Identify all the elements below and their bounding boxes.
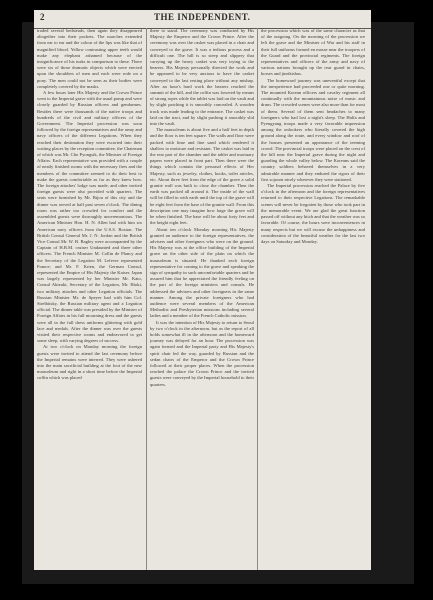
paragraph: The Imperial procession reached the Palace by five o'clock in the afternoon and the foreign representatives returned to their respective Legations. The remarkable scenes will never be forgotten by those who took part in the memorable event. We are glad the great function passed off without any hitch and that the weather was so favorable. Of course, the hours were inconveniences in many respects but we will excuse the unhappiness and consideration of the beautiful weather for the last two days on Saturday and Monday. (261, 183, 365, 244)
paragraph: the procession which was of the same character as that of the outgoing. On the morning of the procession we left the grave and the Minister of War and his staff in their full uniforms formed en masse near the troopers of the Guard and the provincial regiments. The foreign representatives and officers of the army and navy of various nations brought up the rear guard in chairs, horses and jinrikishas. (261, 28, 365, 77)
newspaper-page (34, 10, 371, 570)
page-number: 2 (40, 12, 45, 22)
paragraph: traded several bedsteads, then again they disappeared altogether into their pockets. The marches extended from ear to ear and the colour of the lips was like that of magnified blood. Yellow contrasting upper teeth would make any elephant ashamed because of the insignificance of his tusks in comparison to these. There were six of those dramatic objects which were erected upon the shoulders of men and each were rode on a pony. The men could not be seen as their bodies were completely covered by the masks. (37, 28, 142, 89)
column-divider (257, 28, 258, 570)
masthead-title: THE INDEPENDENT. (154, 12, 251, 22)
paragraph: About ten o'clock Monday morning His Majesty granted an audience to the foreign representatives, the advisers and other foreigners who were on the ground. His Majesty was at the office building of the Imperial grave on the other side of the plain on which the mausoleum is situated. He thanked each foreign representative for coming to the grave and speaking the sign of sympathy in such uncomfortable quarters and he assured him that he appreciated the friendly feeling on the part of the foreign ministers and consuls. He addressed the advisers and other foreigners in the same manner. Among the private foreigners who had audience were several members of the American Methodist and Presbyterian missions including several ladies and a member of the French Catholic mission. (150, 226, 254, 319)
column-1 (37, 28, 142, 570)
column-2 (150, 28, 254, 570)
column-3 (261, 28, 365, 570)
paragraph: The mausoleum is about five and a half feet in depth and the floor is ten feet square. The walls and floor were packed with lime and fine sand which rendered it shallow to moisture and resistant. The casket was laid in the rear part of the chamber and the tablet and mortuary papers were placed in front part. Then there were the things which contain the personal effects of Her Majesty, such as jewelry, clothes, books, toilet articles, etc. About three feet from the edge of the grave a solid granite wall was built to close the chamber. Then the earth was packed all around it. The inside of the wall will be filled in with earth until the top of the grave will be eight feet from the base of the granite wall. From this description one may imagine how large the grave will be when finished. The base will be about forty feet and the height eight feet. (150, 127, 254, 226)
paragraph: It was the intention of His Majesty to return to Seoul by two o'clock in the afternoon, but as the report of all holds somewhat ill in the afternoon and the homeward journey was delayed for an hour. The procession was again formed and the Imperial party and His Majesty's spirit chair led the way, guarded by Russian and the sedan chairs of the Emperor and the Crown Prince followed at their proper places. When the procession reached the palace the Crown Prince and the invited guests were conveyed by the Imperial household to their quarters. (150, 319, 254, 387)
paragraph: A few hours later His Majesty and the Crown Prince went to the Imperial grave with the usual pomp and were closely guarded by Russian officers and gendarmes. Besides there were thousands of the native troops and hundreds of the civil and military officers of the Government. The Imperial procession was soon followed by the foreign representatives and the army and navy officers of the different Legations. When they reached their destination they were escorted into their waiting places by the reception committee, the Chairman of which was Mr. Cho Pyongsik, the Minister of Foreign Affairs. Each representative was provided with a couple of neatly finished rooms with the necessary fires and the members of the committee seemed to do their best to make the guests comfortable as far as they knew how. The foreign attaches' lodge was made, and other invited foreign guests were also provided with quarters. The seats were furnished by Mr. Bijou of this city and the dinner was served at half past seven o'clock. The dining room was rather too crowded for comfort and the assembled guests were thoroughly unceremonious. The American Minister Hon. H. N. Allen had with him six American navy officers from the U.S.S. Boston. The British Consul General Mr. J. N. Jordan and the British Vice Consul Mr. W. B. Bagley were accompanied by the Captain of H.B.M. cruiser Undaunted and three other officers. The French Minister M. Collin de Plancy and the Secretary of the Legation M. Lefevre represented France; and Mr. F. Krien, the German Consul, represented the Empire of His Majesty the Kaiser. Japan was largely represented by her Minister Mr. Kato, Consul Akizuki, Secretary of the Legation, Mr. Hioki, two military attaches and other Legation officials. The Russian Minister Mr. de Speyer had with him Col. Strelbitsky, the Russian military agent and a Legation official. The dinner table was presided by the Minister of Foreign Affairs in his full mourning dress and the guests were all in the full dress uniforms glittering with gold lace and medals. After the dinner was over the guests visited their respective rooms and endeavored to get some sleep, with varying degrees of success. (37, 90, 142, 344)
page-header (34, 10, 371, 29)
paragraph: The homeward journey was uneventful except that the inexperience had proceeded one or quite morning. The mounted Korean officers and cavalry regiment all continually with the mountainous noise of music and drum. The crowded scenes were also more than for most of them. Several of them sent headaches to many foreigners who had lost a night's sleep. The Halfa and Pyengyang troops made a very favorable impression among the onlookers who literally covered the high ground along the route, and every window and roof of the houses presented an appearance of the teeming crowd. The provincial troops were placed on the crest of the hill near the Imperial grave during the night and guarding the whole valley below. The Koreans said the country soldiers behaved themselves in a very admirable manner and they endured the rigors of their first sojourn nicely wherever they were stationed. (261, 77, 365, 182)
paragraph: there to stand. The ceremony was conducted by His Majesty the Emperor and the Crown Prince. After the ceremony was over the casket was placed in a chair and conveyed to the grave. It was a tedious process and a difficult one. The hill is so steep and slippery that carrying up the heavy casket was very trying to the bearers. His Majesty personally directed the work and he appeared to be very anxious to have the casket conveyed to the last resting place without any mishap. After an hour's hard work the bearers reached the summit of the hill, and the coffin was lowered by means of strong ropes while the tablet was laid on the vault and by slight patching it is smoothly concealed. A wooden track was made leading to the entrance. The casket was laid on the tract, and by slight pushing it smoothly slid into the vault. (150, 28, 254, 127)
column-divider (146, 28, 147, 570)
paragraph: At two o'clock on Monday morning the foreign guests were invited to attend the last ceremony before the Imperial remains were interred. They were ushered into the main sacrificial building at the foot of the new mausoleum and right in a short time before the Imperial coffin which was placed (37, 344, 142, 381)
